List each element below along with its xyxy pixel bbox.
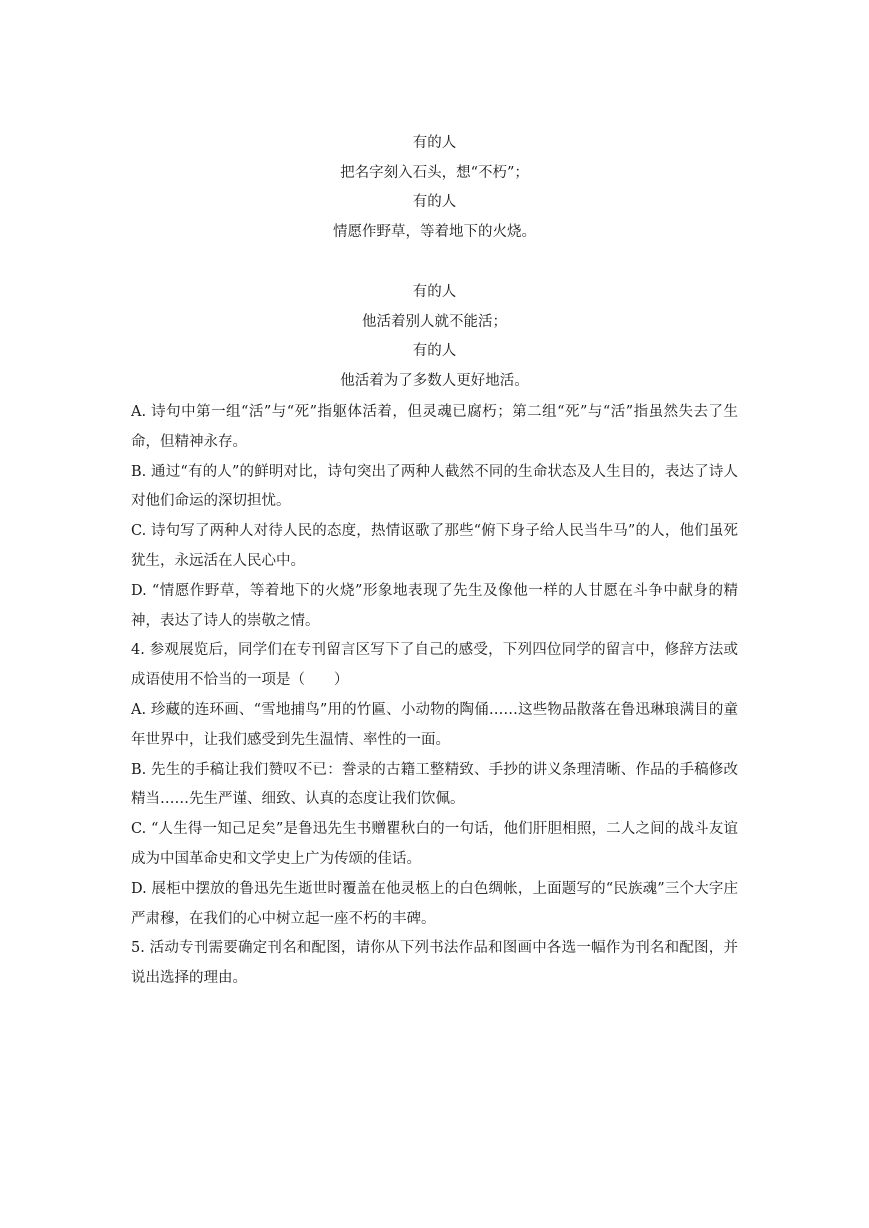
q4-option-b: B. 先生的手稿让我们赞叹不已：誊录的古籍工整精致、手抄的讲义条理清晰、作品的手稿修改精当……先生严谨、细致、认真的态度让我们饮佩。 [131,761,738,808]
poem-line: 有的人 [412,284,457,300]
q4-option-c: C. “人生得一知己足矣”是鲁迅先生书赠瞿秋白的一句话，他们肝胆相照，二人之间的战斗友谊成为中国革命史和文学史上广为传颂的佳话。 [131,821,738,867]
q3-option-b: B. 通过“有的人”的鲜明对比，诗句突出了两种人截然不同的生命状态及人生目的，表达了诗人对他们命运的深切担忧。 [131,463,738,510]
poem-line: 情愿作野草，等着地下的火烧。 [333,223,536,240]
q4-option-a: A. 珍藏的连环画、“雪地捕鸟”用的竹匾、小动物的陶俑……这些物品散落在鲁迅琳琅满目的童年世界中，让我们感受到先生温情、率性的一面。 [131,701,738,748]
poem-line: 他活着为了多数人更好地活。 [340,372,529,389]
q5-stem: 5. 活动专刊需要确定刊名和配图，请你从下列书法作品和图画中各选一幅作为刊名和配图，并说出选择的理由。 [131,940,738,987]
q3-option-a: A. 诗句中第一组“活”与“死”指躯体活着，但灵魂已腐朽；第二组“死”与“活”指虽然失去了生命，但精神永存。 [131,404,738,450]
poem-stanza-1 [0,129,869,247]
poem-stanza-2 [0,278,869,396]
q3-option-c: C. 诗句写了两种人对待人民的态度，热情讴歌了那些“俯下身子给人民当牛马”的人，他们虽死犹生，永远活在人民心中。 [131,523,738,569]
q3-option-d: D. “情愿作野草，等着地下的火烧”形象地表现了先生及像他一样的人甘愿在斗争中献身的精神，表达了诗人的崇敬之情。 [131,582,738,629]
q4-option-d: D. 展柜中摆放的鲁迅先生逝世时覆盖在他灵柩上的白色绸帐，上面题写的“民族魂”三个大字庄严肃穆，在我们的心中树立起一座不朽的丰碑。 [131,880,738,927]
poem-line: 有的人 [412,194,457,210]
poem-line: 有的人 [412,135,457,151]
poem-line: 有的人 [412,343,457,359]
question-body [131,398,738,994]
q4-stem: 4. 参观展览后，同学们在专刊留言区写下了自己的感受，下列四位同学的留言中，修辞方法或成语使用不恰当的一项是（ ） [131,642,738,689]
poem-line: 把名字刻入石头，想“不朽”； [340,164,529,181]
poem-line: 他活着别人就不能活； [362,313,507,330]
